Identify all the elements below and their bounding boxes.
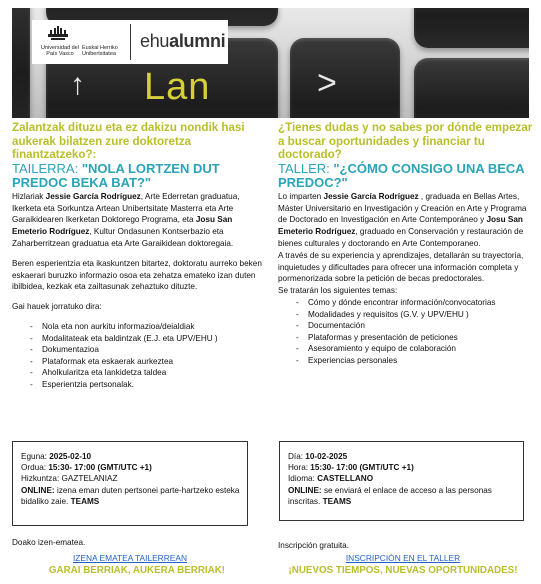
question-heading: Zalantzak dituzu eta ez dakizu nondik hasi aukerak bilatzen zure doktoretza finantzatzeko?:	[12, 121, 245, 162]
description-paragraph: A través de su experiencia y aprendizajes, detallarán su trayectoria, inquietudes y dificultades para ofrecer una información completa y pormenorizada sobre la petición de becas predoctorales.	[278, 250, 524, 284]
list-item: - Experiencias personales	[278, 355, 533, 367]
language-value: GAZTELANIAZ	[61, 474, 118, 484]
list-item: - Modalidades y requisitos (G.V. y UPV/EHU )	[278, 309, 533, 321]
online-label: ONLINE:	[21, 485, 55, 495]
date-label: Día:	[288, 452, 306, 461]
time-value: 15:30- 17:00 (GMT/UTC +1)	[310, 463, 414, 473]
register-link[interactable]: IZENA EMATEA TAILERREAN	[72, 553, 188, 563]
speakers-intro: Lo imparten	[278, 191, 324, 201]
keyboard-key	[414, 8, 529, 48]
online-text: izena eman duten pertsonei parte-hartzeko esteka bidaliko zaie.	[21, 485, 240, 506]
workshop-title	[278, 162, 533, 191]
list-item: - Documentación	[278, 320, 533, 332]
list-item: - Asesoramiento y equipo de colaboración	[278, 343, 533, 355]
speakers-paragraph	[278, 191, 533, 250]
list-item: - Plataformas y presentación de peticiones	[278, 332, 533, 344]
workshop-title	[12, 162, 267, 191]
spanish-column	[278, 121, 533, 367]
lan-key-label: Lan	[144, 66, 211, 108]
logo-divider	[130, 24, 131, 60]
up-arrow-icon: ↑	[70, 68, 85, 101]
workshop-label: TAILERRA:	[12, 160, 82, 176]
time-label: Ordua:	[21, 463, 49, 473]
platform-name: TEAMS	[322, 496, 352, 506]
speakers-intro: Hizlariak	[12, 191, 46, 201]
online-text: se enviará el enlace de acceso a las personas inscritas.	[288, 485, 492, 506]
date-line	[21, 451, 247, 462]
workshop-name: "NOLA LORTZEN DUT PREDOC BEKA BAT?"	[12, 160, 220, 191]
brand-suffix: alumni	[169, 31, 226, 51]
basque-column	[12, 121, 267, 391]
speaker-bio: , Kultur Ondasunen Kontserbazio eta Zaharberritzean graduatua eta Arte Garaikidean doktoregaia.	[12, 227, 234, 248]
list-item: - Cómo y dónde encontrar información/convocatorias	[278, 297, 533, 309]
speakers-paragraph	[12, 191, 267, 250]
platform-name: TEAMS	[70, 496, 100, 506]
speaker-bio: , graduado en Conservación y restauración de bienes culturales y doctorando en Arte Contemporaneo.	[278, 227, 524, 248]
topics-intro: Se tratarán los siguientes temas:	[278, 286, 398, 296]
description-paragraph: Beren esperientzia eta ikaskuntzen bitartez, doktoratu aurreko beken eskaerari buruzko informazio osoa eta zehatza emateko izan duten ibilbidea, kezkak eta zailtasunak zehaztuko dituzte.	[12, 258, 262, 292]
workshop-name: "¿CÓMO CONSIGO UNA BECA PREDOC?"	[278, 160, 525, 191]
date-value: 10-02-2025	[305, 452, 348, 461]
workshop-label: TALLER:	[278, 160, 334, 176]
date-label: Eguna:	[21, 452, 50, 461]
speaker-name: Josu San Emeterio Rodríguez	[278, 215, 523, 237]
arrow-key	[290, 38, 400, 118]
online-line	[21, 485, 247, 507]
ehualumni-logo	[32, 20, 228, 64]
list-item: - Dokumentazioa	[12, 344, 267, 356]
topics-list	[278, 297, 533, 367]
question-heading: ¿Tienes dudas y no sabes por dónde empezar a buscar oportunidades y financiar tu doctorado?	[278, 121, 533, 162]
date-value: 2025-02-10	[49, 452, 92, 461]
list-item: - Modalitateak eta baldintzak (E.J. eta UPV/EHU )	[12, 333, 267, 345]
registration-fee: Doako izen-ematea.	[12, 538, 86, 547]
time-line	[288, 462, 523, 473]
time-line	[21, 462, 247, 473]
list-item: - Aholkularitza eta lankidetza taldea	[12, 367, 267, 379]
language-label: Idioma:	[288, 474, 318, 484]
slogan: GARAI BERRIAK, AUKERA BERRIAK!	[48, 565, 226, 576]
event-details-box	[279, 441, 524, 521]
speaker-bio: , graduada en Bellas Artes, Máster Universitario en Investigación y Creación en Arte y Programa de Doctorado en Investigación en Arte Contemporáneo y	[278, 191, 527, 225]
topics-intro: Gai hauek jorratuko dira:	[12, 302, 102, 312]
slogan: ¡NUEVOS TIEMPOS, NUEVAS OPORTUNIDADES!	[288, 565, 518, 576]
header-banner-image	[12, 8, 529, 118]
brand-prefix: ehu	[140, 31, 170, 51]
speaker-name: Jessie García Rodríguez	[323, 191, 419, 201]
ehualumni-wordmark	[140, 31, 225, 52]
online-line	[288, 485, 523, 507]
list-item: - Nola eta non aurkitu informazioa/deialdiak	[12, 321, 267, 333]
keyboard-key	[12, 8, 30, 118]
registration-fee: Inscripción gratuita.	[278, 541, 349, 550]
language-value: CASTELLANO	[317, 474, 374, 484]
language-line	[21, 473, 247, 484]
date-line	[288, 451, 523, 462]
list-item: - Plataformak eta eskaerak aurkeztea	[12, 356, 267, 368]
university-name-es: Universidad del País Vasco	[41, 45, 79, 57]
speaker-bio: , Arte Ederretan graduatua, Ikerketa eta Sorkuntza Artean Unibertsitate Masterra eta Arte Garaikidearen Ikerketan Doktorego Programa, eta	[12, 191, 240, 225]
event-details-box	[12, 441, 248, 526]
speaker-name: Josu San Emeterio Rodríguez	[12, 215, 233, 237]
university-crest-icon	[46, 25, 70, 41]
time-value: 15:30- 17:00 (GMT/UTC +1)	[48, 463, 152, 473]
list-item: - Esperientzia pertsonalak.	[12, 379, 267, 391]
keyboard-key	[414, 58, 529, 118]
right-arrow-icon: >	[317, 64, 337, 102]
university-name-eu: Euskal Herriko Unibertsitatea	[82, 45, 118, 57]
language-line	[288, 473, 523, 484]
speaker-name: Jessie García Rodríguez	[45, 191, 141, 201]
online-label: ONLINE:	[288, 485, 322, 495]
register-link[interactable]: INSCRIPCIÓN EN EL TALLER	[345, 553, 461, 563]
time-label: Hora:	[288, 463, 311, 473]
language-label: Hizkuntza:	[21, 474, 62, 484]
topics-list	[12, 321, 267, 391]
